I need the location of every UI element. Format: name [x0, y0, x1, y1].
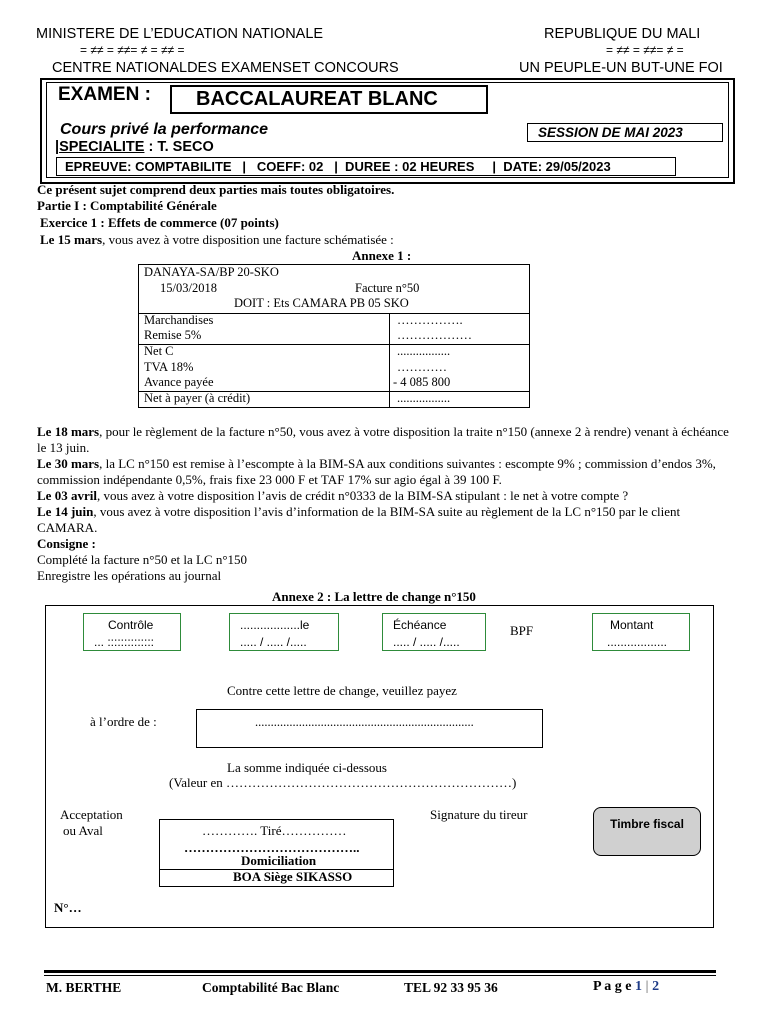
epreuve-bar: EPREUVE: COMPTABILITE | COEFF: 02 | DUREE : 02 HEURES | DATE: 29/05/2023	[56, 157, 676, 176]
consigne-label: Consigne :	[37, 536, 96, 551]
lieu-value: ..................le	[240, 618, 310, 632]
facture-row-label: Net à payer (à crédit)	[144, 391, 251, 405]
controle-box	[83, 613, 181, 651]
montant-box	[592, 613, 690, 651]
annexe2-title: Annexe 2 : La lettre de change n°150	[272, 589, 476, 604]
contre-text: Contre cette lettre de change, veuillez payez	[227, 683, 457, 698]
operation-item: Le 03 avril, vous avez à votre disposition l’avis de crédit n°0333 de la BIM-SA stipulant : le net à votre compte ?	[37, 488, 629, 503]
lettre-de-change	[45, 605, 714, 928]
session-box: SESSION DE MAI 2023	[527, 123, 723, 142]
operations-block	[37, 424, 737, 584]
facture-row-value: …………….	[397, 313, 463, 327]
montant-value: ..................	[607, 635, 668, 649]
facture-row-label: Avance payée	[144, 375, 214, 389]
facture-row-label: Remise 5%	[144, 328, 202, 342]
ordre-field[interactable]	[196, 709, 543, 748]
ordre-value: ......................................................................	[255, 715, 474, 729]
facture-number: Facture n°50	[355, 281, 420, 295]
partie-title: Partie I : Comptabilité Générale	[37, 198, 217, 213]
tire-text: …………. Tiré……………	[202, 823, 347, 838]
exam-title: BACCALAUREAT BLANC	[170, 85, 488, 114]
tire-box	[159, 819, 394, 887]
facture-row-value: .................	[397, 344, 451, 358]
controle-label: Contrôle	[108, 618, 154, 632]
page-label: P a g e	[593, 979, 632, 994]
montant-label: Montant	[610, 618, 654, 632]
specialite: |SPECIALITE : T. SECO	[55, 139, 214, 155]
facture-row-label: Net C	[144, 344, 174, 358]
footer-page: P a g e 1 | 2	[593, 979, 660, 994]
ministry-separator: = ≠≠ = ≠≠= ≠ = ≠≠ =	[80, 43, 185, 57]
school-name: Cours privé la performance	[60, 121, 269, 138]
republic-title: REPUBLIQUE DU MALI	[544, 26, 701, 42]
centre-title: CENTRE NATIONALDES EXAMENSET CONCOURS	[52, 60, 399, 76]
annexe1-title: Annexe 1 :	[352, 248, 412, 263]
numero-label: N°…	[54, 900, 82, 915]
footer-rule-thin	[44, 975, 716, 976]
valeur-text: (Valeur en …………………………………………………………)	[169, 775, 517, 790]
ordre-label: à l’ordre de :	[90, 714, 157, 729]
ministry-title: MINISTERE DE L’EDUCATION NATIONALE	[36, 26, 324, 42]
facture-divider	[139, 344, 529, 345]
operation-item: Le 18 mars, pour le règlement de la facture n°50, vous avez à votre disposition la traite n°150 (annexe 2 à rendre) venant à échéance le 13 juin.	[37, 424, 729, 455]
aval-label: ou Aval	[63, 823, 103, 838]
facture-row-value: ………………	[397, 328, 472, 342]
lieu-date: ..... / ..... /.....	[240, 635, 307, 649]
specialite-value: : T. SECO	[144, 139, 214, 155]
lieu-date-box	[229, 613, 339, 651]
facture-row-value: - 4 085 800	[393, 375, 451, 389]
acceptation-label: Acceptation	[60, 807, 123, 822]
footer-tel: TEL 92 33 95 36	[404, 980, 498, 995]
facture-table	[138, 264, 530, 408]
facture-row-label: Marchandises	[144, 313, 214, 327]
specialite-label: SPECIALITE	[59, 139, 145, 155]
facture-date: 15/03/2018	[160, 281, 217, 295]
echeance-value: ..... / ..... /.....	[393, 635, 460, 649]
facture-row-value: .................	[397, 391, 451, 405]
bank-name: BOA Siège SIKASSO	[233, 869, 353, 884]
footer-author: M. BERTHE	[46, 980, 122, 995]
facture-doit: DOIT : Ets CAMARA PB 05 SKO	[234, 296, 409, 310]
operation-item: Le 14 juin, vous avez à votre disposition l’avis d’information de la BIM-SA suite au règlement de la LC n°150 par le client CAMARA.	[37, 504, 681, 535]
footer-subject: Comptabilité Bac Blanc	[202, 980, 340, 995]
republic-separator: = ≠≠ = ≠≠= ≠ =	[606, 43, 684, 57]
operation-item: Le 30 mars, la LC n°150 est remise à l’escompte à la BIM-SA aux conditions suivantes : escompte 9% ; commission d’endos 3%, commission indépendante 0,5%, frais fixe 23 000 F et TAF 17% sur agio égal à 39 100 F.	[37, 456, 716, 487]
page-current: 1	[635, 979, 642, 994]
bpf-label: BPF	[510, 623, 534, 638]
timbre-fiscal: Timbre fiscal	[593, 807, 701, 856]
intro-line: Ce présent sujet comprend deux parties mais toutes obligatoires.	[37, 182, 395, 197]
facture-company: DANAYA-SA/BP 20-SKO	[144, 265, 279, 279]
consigne-line: Complété la facture n°50 et la LC n°150	[37, 552, 248, 567]
footer-rule-thick	[44, 970, 716, 973]
exercice-title: Exercice 1 : Effets de commerce (07 points)	[40, 215, 279, 230]
echeance-label: Échéance	[393, 618, 447, 632]
facture-row-label: TVA 18%	[144, 360, 194, 374]
page-total: 2	[652, 979, 660, 994]
signature-label: Signature du tireur	[430, 807, 528, 822]
echeance-box	[382, 613, 486, 651]
motto: UN PEUPLE-UN BUT-UNE FOI	[519, 60, 723, 76]
mars15-text: Le 15 mars, vous avez à votre disposition une facture schématisée :	[40, 232, 394, 247]
domiciliation-label: Domiciliation	[241, 853, 317, 868]
tire-dots: …………………………………..	[184, 840, 360, 855]
exam-label: EXAMEN :	[58, 84, 151, 105]
facture-column-divider	[389, 313, 390, 407]
facture-row-value: …………	[397, 360, 447, 374]
controle-value: ... ::::::::::::::	[94, 635, 155, 649]
consigne-line: Enregistre les opérations au journal	[37, 568, 222, 583]
somme-text: La somme indiquée ci-dessous	[227, 760, 387, 775]
